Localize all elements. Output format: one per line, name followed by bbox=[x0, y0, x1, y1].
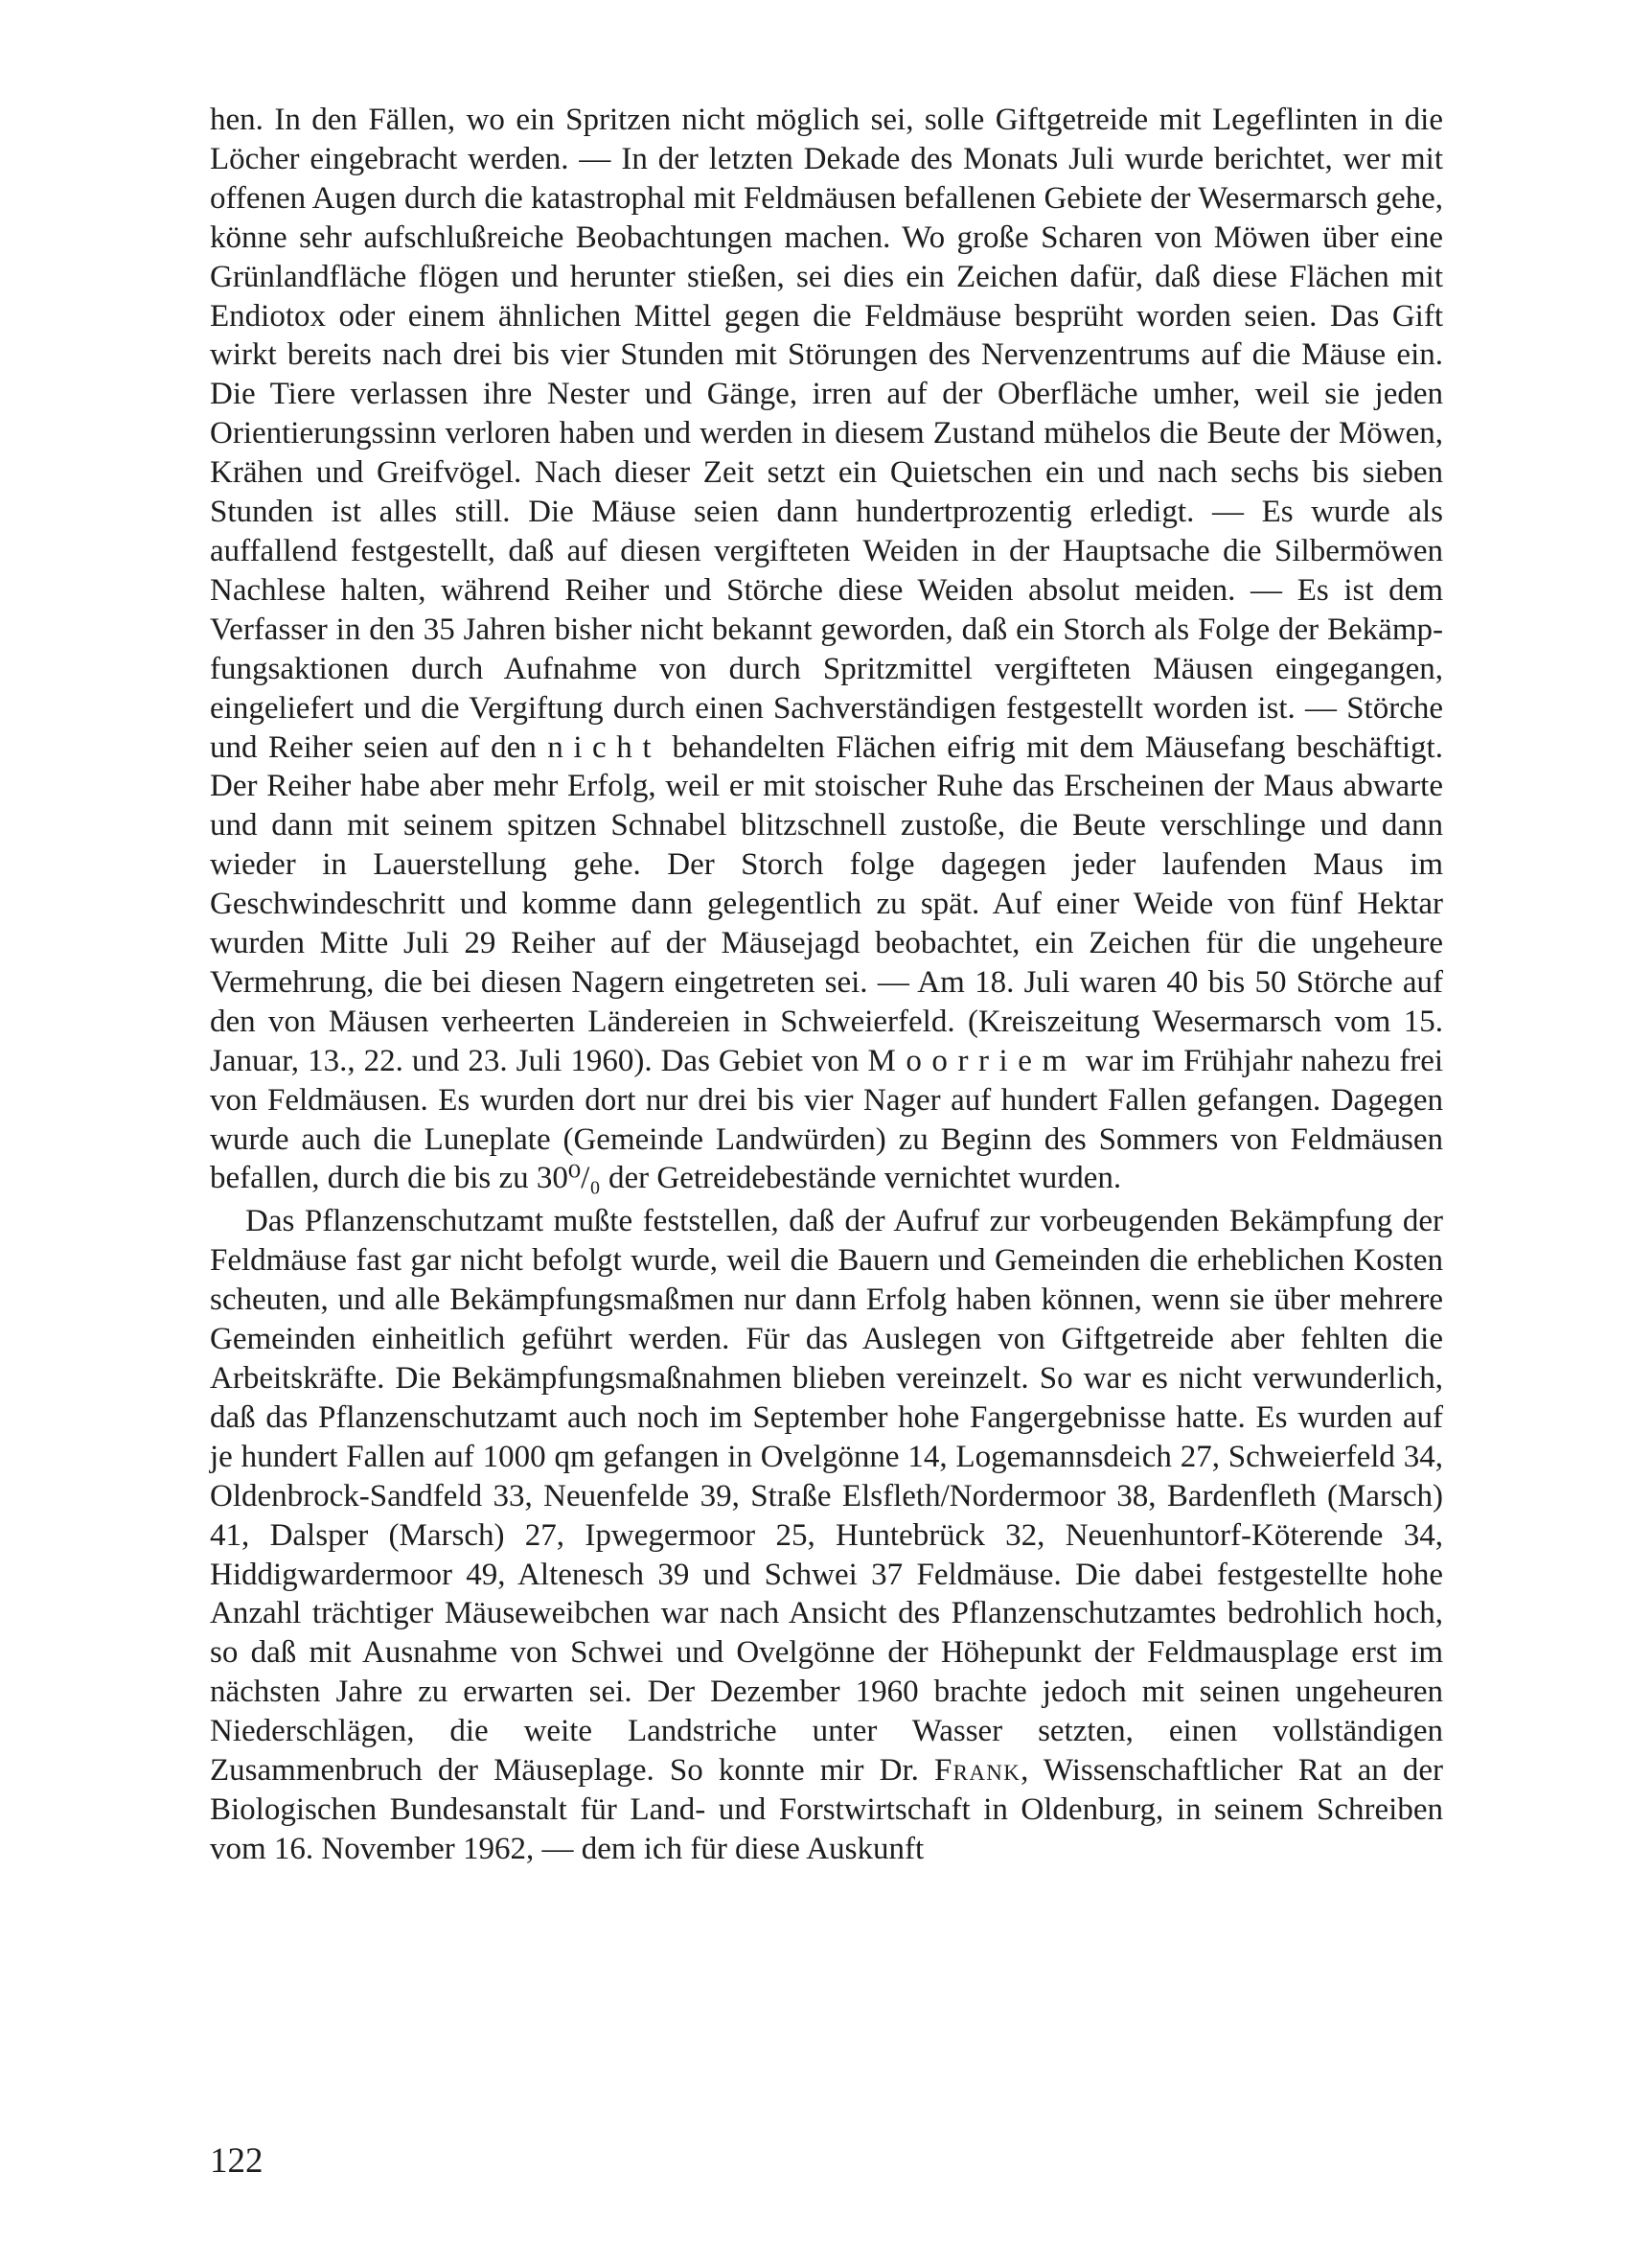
paragraph-mouse-control-observations bbox=[210, 101, 1443, 1198]
text-segment: , Wissenschaftlicher Rat an der Biologischen Bundesanstalt für Land- und Forstwirtschaft in Oldenburg, in seinem Schreiben vom 16. November 1962, — dem ich für diese Auskunft bbox=[210, 1753, 1443, 1866]
emphasized-spaced-place-name: Moorriem bbox=[867, 1043, 1077, 1078]
book-page-body bbox=[210, 101, 1443, 1869]
page-number: 122 bbox=[210, 2141, 264, 2181]
text-segment: behandelten Flächen eifrig mit dem Mäusefang beschäftigt. Der Reiher habe aber mehr Erfolg, weil er mit stoischer Ruhe das Erscheinen der Maus abwarte und dann mit seinem spitzen Schnabel blitzschnell zustoße, die Beute verschlinge und dann wieder in Lauerstellung gehe. Der Storch folge dagegen jeder laufenden Maus im Geschwindeschritt und komme dann gelegentlich zu spät. Auf einer Weide von fünf Hektar wurden Mitte Juli 29 Reiher auf der Mäusejagd beobachtet, ein Zeichen für die ungeheure Vermehrung, die bei diesen Nagern eingetreten sei. — Am 18. Juli waren 40 bis 50 Störche auf den von Mäusen verheerten Ländereien in Schweierfeld. (Kreiszeitung Wesermarsch vom 15. Januar, 13., 22. und 23. Juli 1960). Das Gebiet von bbox=[210, 729, 1443, 1078]
emphasized-spaced-word: nicht bbox=[547, 729, 662, 765]
paragraph-plant-protection-office bbox=[210, 1202, 1443, 1868]
text-segment: Das Pflanzenschutzamt mußte feststellen, daß der Aufruf zur vorbeugenden Bekämpfung der Feldmäuse fast gar nicht befolgt wurde, weil die Bauern und Gemeinden die erheblichen Kosten scheuten, und alle Bekämpfungsmaßmen nur dann Erfolg haben können, wenn sie über mehrere Gemeinden einheitlich geführt werden. Für das Auslegen von Giftgetreide aber fehlten die Arbeitskräfte. Die Bekämpfungsmaßnahmen blieben vereinzelt. So war es nicht verwunderlich, daß das Pflanzenschutzamt auch noch im September hohe Fangergebnisse hatte. Es wurden auf je hundert Fallen auf 1000 qm gefangen in Ovelgönne 14, Logemannsdeich 27, Schweierfeld 34, Oldenbrock-Sandfeld 33, Neuenfelde 39, Straße Elsfleth/Nordermoor 38, Bardenfleth (Marsch) 41, Dalsper (Marsch) 27, Ipwegermoor 25, Huntebrück 32, Neuenhuntorf-Köterende 34, Hiddigwardermoor 49, Altenesch 39 und Schwei 37 Feldmäuse. Die dabei festgestellte hohe Anzahl trächtiger Mäuseweibchen war nach Ansicht des Pflanzenschutzamtes bedrohlich hoch, so daß mit Ausnahme von Schwei und Ovelgönne der Höhepunkt der Feldmausplage erst im nächsten Jahre zu erwarten sei. Der Dezember 1960 brachte jedoch mit seinen ungeheuren Niederschlägen, die weite Landstriche unter Wasser setzten, einen vollständigen Zusammenbruch der Mäuseplage. So konnte mir Dr. bbox=[210, 1204, 1443, 1789]
text-segment: hen. In den Fällen, wo ein Spritzen nicht möglich sei, solle Giftgetreide mit Legeflinten in die Löcher eingebracht werden. — In der letzten Dekade des Monats Juli wurde berichtet, wer mit offenen Augen durch die katastrophal mit Feldmäusen befallenen Gebiete der Wesermarsch gehe, könne sehr aufschlußreiche Beobachtungen machen. Wo große Scharen von Möwen über eine Grünlandfläche flögen und herunter stießen, sei dies ein Zeichen dafür, daß diese Flächen mit Endiotox oder einem ähnlichen Mittel gegen die Feldmäuse besprüht worden seien. Das Gift wirkt bereits nach drei bis vier Stunden mit Störungen des Nervenzentrums auf die Mäuse ein. Die Tiere verlassen ihre Nester und Gänge, irren auf der Oberfläche umher, weil sie jeden Orientierungssinn verloren haben und werden in diesem Zustand mühelos die Beute der Möwen, Krähen und Greifvögel. Nach dieser Zeit setzt ein Quietschen ein und nach sechs bis sieben Stunden ist alles still. Die Mäuse seien dann hundertprozentig erledigt. — Es wurde als auffallend festgestellt, daß auf diesen vergifteten Weiden in der Hauptsache die Silbermöwen Nachlese halten, während Reiher und Störche diese Weiden absolut meiden. — Es ist dem Verfasser in den 35 Jahren bisher nicht bekannt geworden, daß ein Storch als Folge der Bekämpfungsaktionen durch Aufnahme von durch Spritzmittel vergifteten Mäusen eingegangen, eingeliefert und die Vergiftung durch einen Sachverständigen festgestellt worden ist. — Störche und Reiher seien auf den bbox=[210, 103, 1443, 765]
author-name-smallcaps: Frank bbox=[934, 1753, 1021, 1789]
text-segment: war im Frühjahr nahezu frei von Feldmäusen. Es wurden dort nur drei bis vier Nager auf hundert Fallen gefangen. Dagegen wurde auch die Luneplate (Gemeinde Landwürden) zu Beginn des Sommers von Feldmäusen befallen, durch die bis zu 30⁰/₀ der Getreidebestände vernichtet wurden. bbox=[210, 1043, 1444, 1196]
